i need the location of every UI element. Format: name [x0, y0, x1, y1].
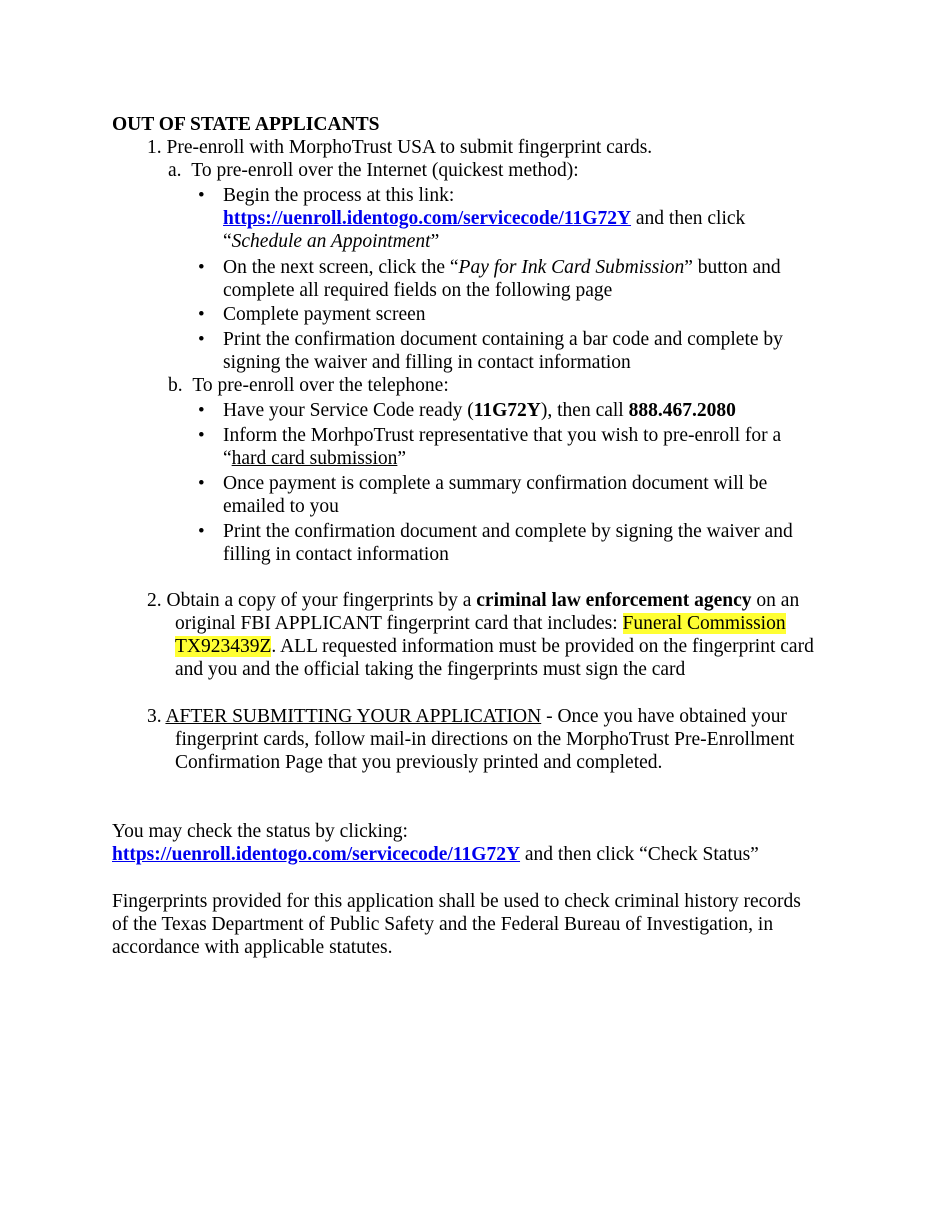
list-item-continued: complete all required fields on the following page [223, 280, 613, 301]
list-item-continued: “hard card submission” [223, 448, 407, 469]
highlighted-text: Funeral Commission [622, 613, 786, 634]
disclaimer-text: accordance with applicable statutes. [112, 937, 393, 958]
section-heading: OUT OF STATE APPLICANTS [112, 114, 380, 135]
list-item: Begin the process at this link: [223, 185, 455, 206]
step-1: 1. Pre-enroll with MorphoTrust USA to submit fingerprint cards. [147, 137, 653, 158]
step-2-continued: TX923439Z. ALL requested information must be provided on the fingerprint card [175, 636, 814, 657]
list-item: Inform the MorhpoTrust representative that you wish to pre-enroll for a [223, 425, 782, 446]
status-link[interactable]: https://uenroll.identogo.com/servicecode/11G72Y [112, 844, 521, 865]
bullet-icon: • [198, 400, 205, 421]
bullet-icon: • [198, 425, 205, 446]
disclaimer-text: Fingerprints provided for this application shall be used to check criminal history records [112, 891, 801, 912]
list-item-continued: signing the waiver and filling in contact information [223, 352, 631, 373]
step-1a: a. To pre-enroll over the Internet (quickest method): [168, 160, 579, 181]
step-3: 3. AFTER SUBMITTING YOUR APPLICATION - Once you have obtained your [147, 706, 788, 727]
bullet-icon: • [198, 304, 205, 325]
list-item: Print the confirmation document containing a bar code and complete by [223, 329, 783, 350]
list-item-continued: “Schedule an Appointment” [223, 231, 440, 252]
bullet-icon: • [198, 329, 205, 350]
service-code: 11G72Y [473, 400, 541, 421]
list-item-continued: filling in contact information [223, 544, 449, 565]
list-item: On the next screen, click the “Pay for Ink Card Submission” button and [223, 257, 781, 278]
bullet-icon: • [198, 185, 205, 206]
bullet-icon: • [198, 473, 205, 494]
highlighted-text: TX923439Z [175, 636, 272, 657]
status-text: You may check the status by clicking: [112, 821, 408, 842]
step-2-continued: and you and the official taking the fingerprints must sign the card [175, 659, 686, 680]
list-item: Complete payment screen [223, 304, 426, 325]
step-1b: b. To pre-enroll over the telephone: [168, 375, 449, 396]
list-item: Print the confirmation document and complete by signing the waiver and [223, 521, 793, 542]
bullet-icon: • [198, 257, 205, 278]
step-2-continued: original FBI APPLICANT fingerprint card that includes: Funeral Commission [175, 613, 786, 634]
list-item-continued: emailed to you [223, 496, 339, 517]
step-3-continued: fingerprint cards, follow mail-in directions on the MorphoTrust Pre-Enrollment [175, 729, 795, 750]
list-item-continued: https://uenroll.identogo.com/servicecode/11G72Y and then click [223, 208, 746, 229]
status-link-line: https://uenroll.identogo.com/servicecode/11G72Y and then click “Check Status” [112, 844, 759, 865]
list-item: Once payment is complete a summary confirmation document will be [223, 473, 768, 494]
enroll-link[interactable]: https://uenroll.identogo.com/servicecode/11G72Y [223, 208, 632, 229]
disclaimer-text: of the Texas Department of Public Safety and the Federal Bureau of Investigation, in [112, 914, 774, 935]
bullet-icon: • [198, 521, 205, 542]
list-item: Have your Service Code ready (11G72Y), then call 888.467.2080 [223, 400, 736, 421]
phone-number: 888.467.2080 [628, 400, 736, 421]
step-2: 2. Obtain a copy of your fingerprints by a criminal law enforcement agency on an [147, 590, 800, 611]
step-3-continued: Confirmation Page that you previously printed and completed. [175, 752, 663, 773]
